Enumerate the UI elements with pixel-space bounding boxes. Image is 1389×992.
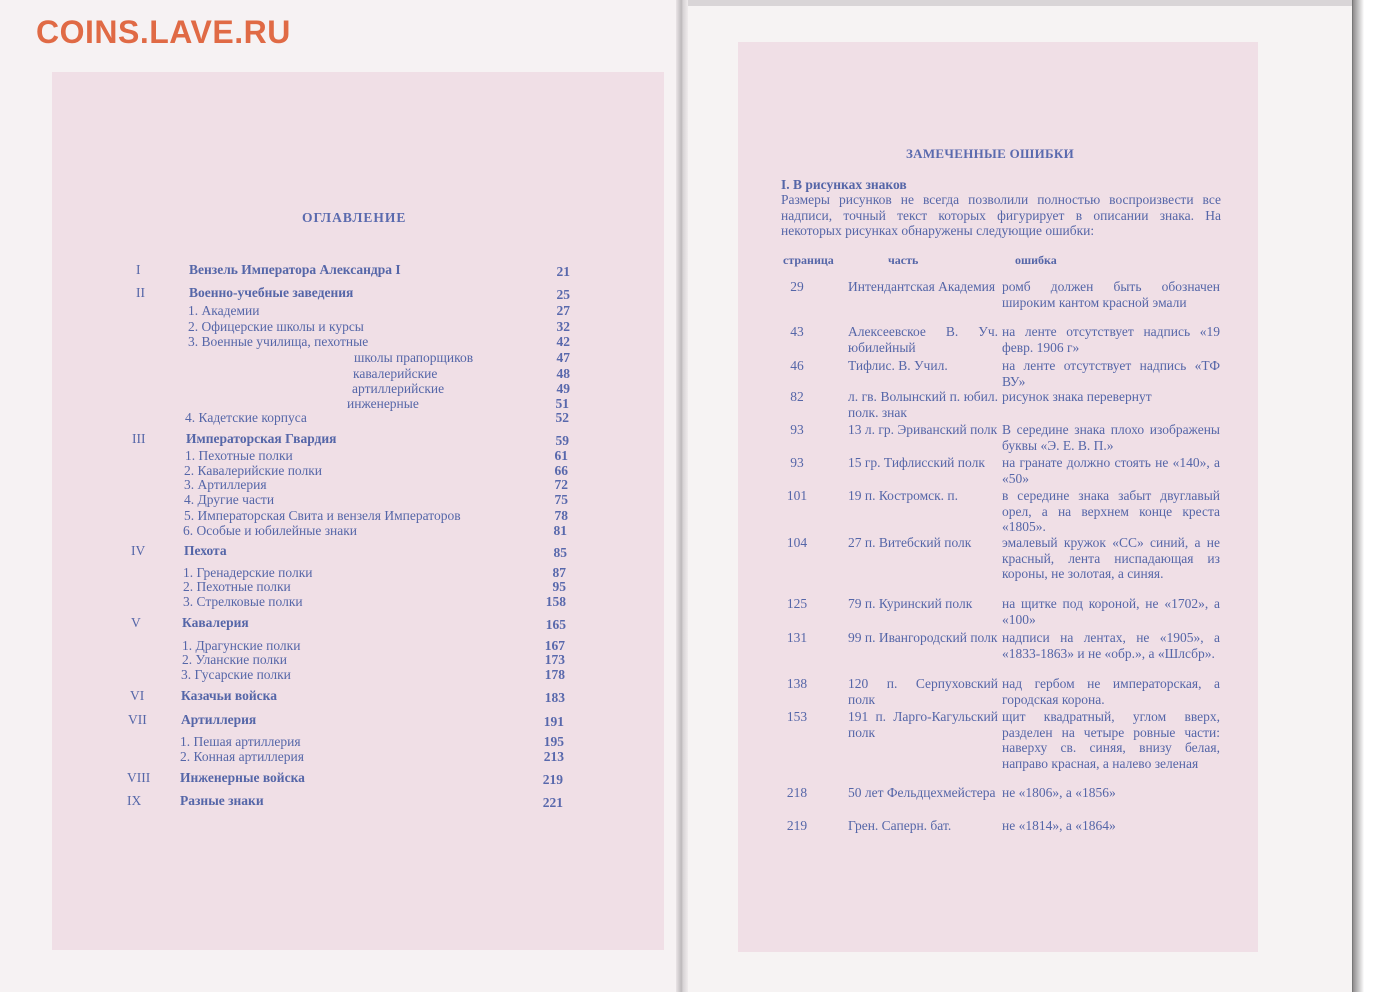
toc-section-title: Кавалерия <box>182 615 249 630</box>
toc-section-title: Пехота <box>184 543 227 558</box>
toc-section-title: Казачьи войска <box>181 688 277 703</box>
toc-page-number: 195 <box>543 734 564 749</box>
errata-error-text: на щитке под короной, не «1702», а «100» <box>1002 596 1220 627</box>
toc-page-number: 27 <box>556 303 570 318</box>
toc-page-number: 32 <box>556 319 570 334</box>
toc-section-title: Артиллерия <box>181 712 257 727</box>
errata-page-number: 43 <box>790 324 804 339</box>
toc-page-number: 213 <box>543 749 564 764</box>
toc-entry: инженерные <box>347 396 419 411</box>
errata-error-text: рисунок знака перевернут <box>1002 389 1152 404</box>
toc-page-number: 47 <box>556 350 570 365</box>
errata-page-number: 82 <box>790 389 804 404</box>
errata-part: 19 п. Костромск. п. <box>848 488 959 503</box>
errata-subtitle: I. В рисунках знаков <box>781 177 907 192</box>
errata-page-number: 104 <box>786 535 808 550</box>
errata-error-text: эмалевый кружок «СС» синий, а не красный, лента ниспадающая из короны, не золотая, а синяя. <box>1002 535 1220 581</box>
page-top-edge <box>684 0 1352 6</box>
errata-page-number: 219 <box>786 818 808 833</box>
errata-part: Алексеевское В. Уч. юбилейный <box>848 324 998 355</box>
toc-section-number: II <box>136 285 145 300</box>
toc-entry: 3. Военные училища, пехотные <box>188 334 369 349</box>
errata-part: 50 лет Фельдцехмейстера <box>848 785 996 800</box>
toc-page-number: 78 <box>554 508 568 523</box>
toc-page-number: 173 <box>544 652 565 667</box>
errata-intro: Размеры рисунков не всегда позволили полностью воспроизвести все надписи, точный текст которых фигурирует в описании знака. На некоторых рисунках обнаружены следующие ошибки: <box>781 192 1221 238</box>
toc-section-number: IX <box>127 793 142 808</box>
errata-part: л. гв. Волынский п. юбил. полк. знак <box>848 389 998 420</box>
toc-page-number: 219 <box>542 772 563 787</box>
toc-page-number: 59 <box>555 433 569 448</box>
toc-page-number: 221 <box>542 795 563 810</box>
errata-page-number: 153 <box>786 709 808 724</box>
toc-section-title: Разные знаки <box>180 793 264 808</box>
errata-error-text: в середине знака забыт двуглавый орел, а на верхнем конце креста «1805». <box>1002 488 1220 534</box>
errata-part: 13 л. гр. Эриванский полк <box>848 422 998 437</box>
errata-error-text: на гранате должно стоять не «140», а «50» <box>1002 455 1220 486</box>
errata-part: Тифлис. В. Учил. <box>848 358 948 373</box>
errata-part: Грен. Саперн. бат. <box>848 818 952 833</box>
toc-entry: 2. Пехотные полки <box>183 579 291 594</box>
toc-title: ОГЛАВЛЕНИЕ <box>302 210 407 225</box>
toc-entry: 1. Драгунские полки <box>182 638 301 653</box>
toc-entry: 1. Пешая артиллерия <box>180 734 301 749</box>
toc-entry: 2. Офицерские школы и курсы <box>188 319 364 334</box>
toc-entry: 4. Другие части <box>184 492 275 507</box>
errata-error-text: не «1806», а «1856» <box>1002 785 1116 800</box>
errata-error-text: на ленте отсутствует надпись «19 февр. 1906 г» <box>1002 324 1220 355</box>
errata-page-number: 125 <box>786 596 808 611</box>
errata-error-text: на ленте отсутствует надпись «ТФ ВУ» <box>1002 358 1220 389</box>
toc-section-title: Военно-учебные заведения <box>189 285 354 300</box>
errata-error-text: щит квадратный, углом вверх, разделен на четыре ровные части: наверху св. синяя, внизу белая, направо красная, а налево зеленая <box>1002 709 1220 771</box>
toc-page-number: 72 <box>554 477 568 492</box>
errata-part: 15 гр. Тифлисский полк <box>848 455 985 470</box>
errata-column-page: страница <box>783 253 834 267</box>
errata-page-number: 101 <box>786 488 808 503</box>
errata-error-text: надписи на лентах, не «1905», а «1833-1863» и не «обр.», а «Шлсбр». <box>1002 630 1220 661</box>
toc-section-number: I <box>136 262 141 277</box>
errata-part: 120 п. Серпуховский полк <box>848 676 998 707</box>
errata-column-part: часть <box>888 253 919 267</box>
toc-section-title: Императорская Гвардия <box>186 431 337 446</box>
errata-part: 79 п. Куринский полк <box>848 596 973 611</box>
toc-page-number: 66 <box>554 463 568 478</box>
errata-part: 27 п. Витебский полк <box>848 535 972 550</box>
toc-section-title: Вензель Императора Александра I <box>189 262 401 277</box>
toc-page-number: 49 <box>556 381 570 396</box>
errata-error-text: ромб должен быть обозначен широким кантом красной эмали <box>1002 279 1220 310</box>
toc-entry: 5. Императорская Свита и вензеля Императоров <box>184 508 461 523</box>
toc-section-number: III <box>132 431 146 446</box>
toc-page-number: 75 <box>554 492 568 507</box>
toc-page-number: 21 <box>556 264 570 279</box>
toc-entry: 2. Уланские полки <box>182 652 287 667</box>
errata-error-text: над гербом не императорская, а городская корона. <box>1002 676 1220 707</box>
scan-right-edge <box>1352 0 1389 992</box>
toc-section-title: Инженерные войска <box>180 770 305 785</box>
errata-part: Интендантская Академия <box>848 279 996 294</box>
errata-page-number: 218 <box>786 785 808 800</box>
errata-title: ЗАМЕЧЕННЫЕ ОШИБКИ <box>906 146 1075 161</box>
toc-entry: 3. Гусарские полки <box>181 667 291 682</box>
toc-entry: 1. Гренадерские полки <box>183 565 313 580</box>
watermark: COINS.LAVE.RU <box>36 14 291 50</box>
toc-section-number: VIII <box>127 770 151 785</box>
toc-entry: 1. Академии <box>188 303 260 318</box>
toc-page-number: 51 <box>555 396 569 411</box>
toc-page-number: 167 <box>544 638 565 653</box>
errata-page-number: 93 <box>790 422 804 437</box>
errata-page-number: 29 <box>790 279 804 294</box>
book-gutter <box>676 0 688 992</box>
toc-page-number: 178 <box>544 667 565 682</box>
toc-entry: 3. Стрелковые полки <box>183 594 303 609</box>
errata-part: 191 п. Ларго-Кагульский полк <box>848 709 998 740</box>
errata-page-number: 93 <box>790 455 804 470</box>
toc-page-number: 42 <box>556 334 570 349</box>
toc-entry: артиллерийские <box>352 381 445 396</box>
toc-page-number: 95 <box>552 579 566 594</box>
toc-entry: школы прапорщиков <box>354 350 474 365</box>
toc-section-number: V <box>131 615 141 630</box>
toc-page-number: 191 <box>543 714 564 729</box>
toc-section-number: IV <box>131 543 146 558</box>
errata-error-text: В середине знака плохо изображены буквы «Э. Е. В. П.» <box>1002 422 1220 453</box>
errata-error-text: не «1814», а «1864» <box>1002 818 1116 833</box>
errata-part: 99 п. Ивангородский полк <box>848 630 998 645</box>
toc-page-number: 158 <box>545 594 566 609</box>
toc-page-number: 81 <box>553 523 567 538</box>
errata-column-error: ошибка <box>1015 253 1057 267</box>
toc-page-number: 61 <box>554 448 568 463</box>
toc-section-number: VI <box>130 688 145 703</box>
toc-entry: 6. Особые и юбилейные знаки <box>183 523 358 538</box>
toc-entry: 1. Пехотные полки <box>185 448 293 463</box>
toc-section-number: VII <box>128 712 147 727</box>
toc-page-number: 85 <box>553 545 567 560</box>
toc-page-number: 52 <box>555 410 569 425</box>
errata-page-number: 131 <box>786 630 808 645</box>
toc-entry: 3. Артиллерия <box>184 477 267 492</box>
toc-entry: кавалерийские <box>353 366 438 381</box>
toc-page-number: 87 <box>552 565 566 580</box>
toc-page-number: 25 <box>556 287 570 302</box>
toc-page-number: 183 <box>544 690 565 705</box>
toc-page-number: 165 <box>545 617 566 632</box>
toc-entry: 2. Кавалерийские полки <box>184 463 323 478</box>
toc-entry: 2. Конная артиллерия <box>180 749 304 764</box>
toc-entry: 4. Кадетские корпуса <box>185 410 307 425</box>
errata-page-number: 138 <box>786 676 808 691</box>
toc-page-number: 48 <box>556 366 570 381</box>
errata-page-number: 46 <box>790 358 804 373</box>
